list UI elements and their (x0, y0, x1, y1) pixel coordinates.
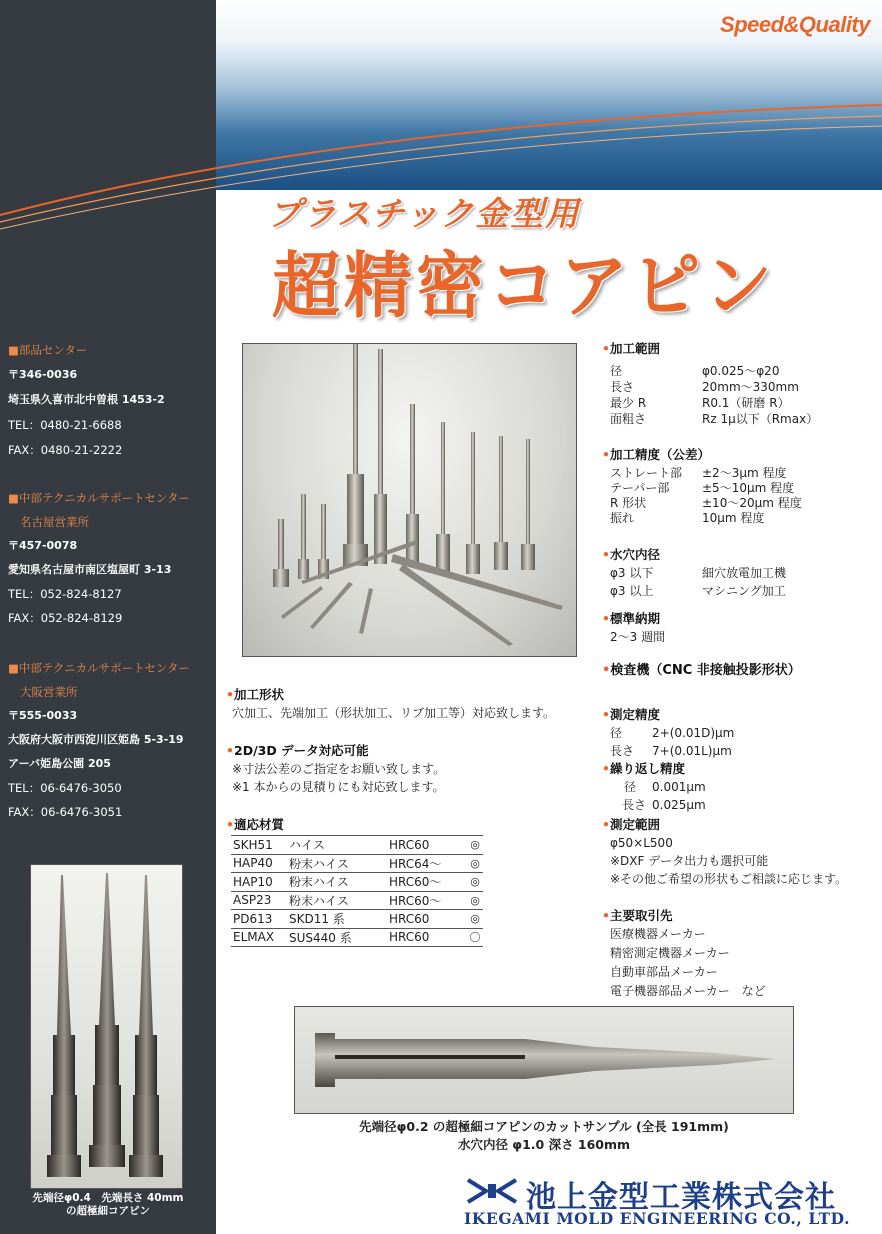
office-address: 大阪府大阪市西淀川区姫島 5-3-19 (8, 733, 184, 746)
office-zip: 〒555-0033 (8, 709, 78, 722)
material-rating: ◎ (467, 891, 483, 910)
office-tel: TEL：06-6476-3050 (8, 781, 122, 795)
material-hardness: HRC60～ (387, 891, 467, 910)
material-rating: ◎ (467, 910, 483, 929)
section-inspection (602, 662, 882, 680)
section-heading: •2D/3D データ対応可能 (226, 743, 369, 758)
spec-row: 径 φ0.025～φ20 (610, 364, 780, 378)
material-type: SKD11 系 (287, 910, 387, 929)
spec-row: 最少 R R0.1（研磨 R） (610, 396, 790, 410)
material-row (231, 891, 483, 910)
office-tel: TEL：0480-21-6688 (8, 418, 122, 432)
material-hardness: HRC60～ (387, 873, 467, 892)
section-range (602, 340, 882, 428)
material-code: HAP10 (231, 873, 287, 892)
material-row (231, 854, 483, 873)
section-heading: •標準納期 (602, 611, 661, 626)
mrange-line: φ50×L500 (610, 836, 673, 850)
office-heading: ■部品センター (8, 343, 88, 357)
section-shape (226, 686, 586, 722)
caption-line: 先端径φ0.2 の超極細コアピンのカットサンプル (全長 191mm) (359, 1119, 729, 1134)
side-photo-caption (8, 1192, 208, 1217)
office-zip: 〒457-0078 (8, 539, 78, 552)
material-rating: ◎ (467, 836, 483, 855)
material-code: SKH51 (231, 836, 287, 855)
section-mrange (602, 816, 882, 888)
office-address-2: アーバ姫島公園 205 (8, 757, 111, 770)
section-heading: •加工形状 (226, 687, 285, 702)
section-heading: •水穴内径 (602, 547, 661, 562)
company-logo (464, 1172, 864, 1228)
spec-row: 長さ 0.025μm (622, 798, 706, 812)
office-fax: FAX：052-824-8129 (8, 611, 123, 625)
caption-line: の超極細コアピン (66, 1204, 150, 1217)
mrange-line: ※DXF データ出力も選択可能 (610, 854, 769, 868)
material-hardness: HRC60 (387, 836, 467, 855)
material-hardness: HRC60 (387, 910, 467, 929)
spec-row: R 形状 ±10～20μm 程度 (610, 496, 802, 510)
cut-sample-caption (294, 1118, 794, 1154)
section-heading: •測定範囲 (602, 817, 661, 832)
section-heading: •加工範囲 (602, 341, 661, 356)
office-branch: 大阪営業所 (20, 685, 78, 699)
material-code: ELMAX (231, 928, 287, 947)
section-accuracy (602, 446, 882, 527)
material-row (231, 836, 483, 855)
spec-row: 長さ 20mm～330mm (610, 380, 799, 394)
office-branch: 名古屋営業所 (20, 515, 89, 529)
material-row (231, 928, 483, 947)
material-type: ハイス (287, 836, 387, 855)
office-fax: FAX：06-6476-3051 (8, 805, 123, 819)
material-code: ASP23 (231, 891, 287, 910)
company-name-en: IKEGAMI MOLD ENGINEERING CO., LTD. (464, 1209, 851, 1228)
spec-row: 振れ 10μm 程度 (610, 511, 765, 525)
cad-line: ※寸法公差のご指定をお願い致します。 (232, 762, 446, 776)
cad-line: ※1 本からの見積りにも対応致します。 (232, 780, 445, 794)
mrange-line: ※その他ご希望の形状もご相談に応じます。 (610, 872, 848, 886)
office-parts-center (8, 342, 213, 458)
office-fax: FAX：0480-21-2222 (8, 443, 123, 457)
material-type: 粉末ハイス (287, 873, 387, 892)
office-address: 埼玉県久喜市北中曽根 1453-2 (8, 393, 165, 406)
section-repeat (602, 760, 882, 814)
title-main: 超精密コアピン (272, 245, 777, 329)
section-clients (602, 906, 882, 1001)
spec-row: 径 2+(0.01D)μm (610, 726, 735, 740)
client-item: 医療機器メーカー (610, 927, 706, 941)
section-heading: •検査機（CNC 非接触投影形状） (602, 663, 801, 678)
material-code: PD613 (231, 910, 287, 929)
spec-row: ストレート部 ±2～3μm 程度 (610, 466, 787, 480)
office-nagoya (8, 490, 213, 626)
cut-sample-photo (294, 1006, 794, 1114)
section-materials-heading (226, 816, 486, 834)
spec-row: φ3 以下 細穴放電加工機 (610, 566, 787, 580)
title-sub: プラスチック金型用 (268, 194, 581, 233)
section-heading: •測定精度 (602, 707, 661, 722)
material-type: SUS440 系 (287, 928, 387, 947)
client-item: 自動車部品メーカー (610, 965, 718, 979)
office-tel: TEL：052-824-8127 (8, 587, 122, 601)
material-rating: 〇 (467, 928, 483, 947)
material-hardness: HRC64～ (387, 854, 467, 873)
office-osaka (8, 660, 213, 820)
material-row (231, 910, 483, 929)
section-cad (226, 742, 586, 796)
delivery-text: 2～3 週間 (610, 630, 666, 644)
section-heading: •主要取引先 (602, 908, 673, 923)
company-mark-icon (464, 1176, 520, 1206)
material-type: 粉末ハイス (287, 854, 387, 873)
office-heading: ■中部テクニカルサポートセンター (8, 491, 190, 505)
spec-row: 径 0.001μm (624, 780, 706, 794)
company-name-jp: 池上金型工業株式会社 (526, 1180, 836, 1215)
spec-row: テーパー部 ±5～10μm 程度 (610, 481, 795, 495)
core-pins-photo (242, 343, 577, 657)
section-hole (602, 546, 882, 600)
office-address: 愛知県名古屋市南区塩屋町 3-13 (8, 563, 172, 576)
spec-row: 面粗さ Rz 1μ以下（Rmax） (610, 412, 819, 426)
material-rating: ◎ (467, 854, 483, 873)
office-heading: ■中部テクニカルサポートセンター (8, 661, 190, 675)
section-heading: •適応材質 (226, 817, 285, 832)
section-delivery (602, 610, 882, 646)
materials-table (231, 835, 483, 947)
section-measure (602, 706, 882, 760)
caption-line: 先端径φ0.4 先端長さ 40mm (32, 1192, 184, 1204)
section-heading: •繰り返し精度 (602, 761, 686, 776)
material-row (231, 873, 483, 892)
material-code: HAP40 (231, 854, 287, 873)
material-rating: ◎ (467, 873, 483, 892)
client-item: 精密測定機器メーカー (610, 946, 730, 960)
spec-row: 長さ 7+(0.01L)μm (610, 744, 732, 758)
brand-tagline: Speed&Quality (720, 12, 870, 37)
material-type: 粉末ハイス (287, 891, 387, 910)
spec-row: φ3 以上 マシニング加工 (610, 584, 786, 598)
client-item: 電子機器部品メーカー など (610, 984, 766, 998)
shape-text: 穴加工、先端加工（形状加工、リブ加工等）対応致します。 (232, 706, 556, 720)
office-zip: 〒346-0036 (8, 368, 78, 381)
section-heading: •加工精度（公差） (602, 447, 711, 462)
caption-line: 水穴内径 φ1.0 深さ 160mm (457, 1137, 631, 1152)
material-hardness: HRC60 (387, 928, 467, 947)
ultrafine-pins-photo (30, 864, 183, 1189)
